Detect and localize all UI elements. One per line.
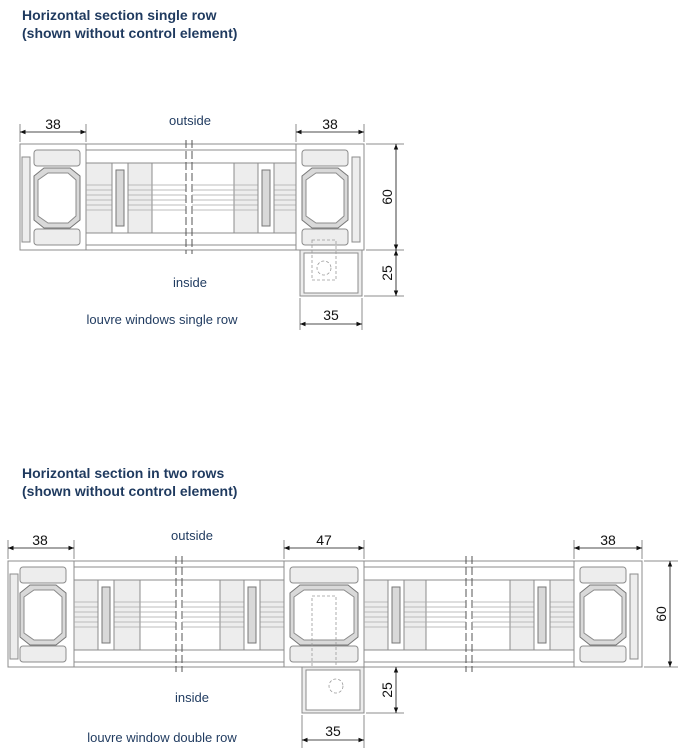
single-inside-label: inside — [173, 275, 207, 290]
dim-double-left-38 — [8, 532, 74, 559]
dim-single-control-width-value: 35 — [323, 307, 339, 323]
double-outside-label: outside — [171, 528, 213, 543]
dim-double-height-value: 60 — [653, 606, 669, 622]
double-break-lines-right — [466, 556, 472, 672]
dim-single-height-value: 60 — [379, 189, 395, 205]
section-single-title: Horizontal section single row — [22, 7, 217, 23]
dim-single-right-38 — [296, 116, 364, 142]
dim-double-left-value: 38 — [32, 532, 48, 548]
dim-double-right-value: 38 — [600, 532, 616, 548]
dim-single-height-60 — [366, 144, 404, 250]
dim-double-control-width-value: 35 — [325, 723, 341, 739]
double-break-lines-left — [176, 556, 182, 672]
section-double-subtitle: (shown without control element) — [22, 483, 238, 499]
dim-single-control-height-value: 25 — [379, 265, 395, 281]
right-frame-profile — [296, 144, 364, 250]
louvre-blade-group-left — [86, 163, 186, 233]
control-element-box-double — [302, 667, 364, 713]
double-louvre-blades-1 — [74, 580, 176, 650]
dim-single-right-value: 38 — [322, 116, 338, 132]
double-louvre-blades-3 — [364, 580, 466, 650]
dim-double-mid-value: 47 — [316, 532, 332, 548]
double-caption: louvre window double row — [87, 730, 237, 745]
dim-single-control-25 — [364, 250, 404, 296]
dim-double-control-height-value: 25 — [379, 682, 395, 698]
dim-double-right-38 — [574, 532, 642, 559]
left-frame-profile — [20, 144, 86, 250]
section-single-subtitle: (shown without control element) — [22, 25, 238, 41]
dim-single-left-38 — [20, 116, 86, 142]
double-louvre-blades-2 — [182, 580, 284, 650]
dim-double-control-35 — [302, 715, 364, 748]
single-outside-label: outside — [169, 113, 211, 128]
dim-double-mid-47 — [284, 532, 364, 559]
single-row-drawing — [20, 113, 404, 330]
dim-double-control-25 — [366, 667, 404, 713]
dim-single-control-35 — [300, 298, 362, 330]
dim-double-height-60 — [644, 561, 678, 667]
single-caption: louvre windows single row — [86, 312, 238, 327]
double-left-frame-profile — [8, 561, 74, 667]
louvre-blade-group-right — [192, 163, 296, 233]
double-row-drawing — [8, 528, 678, 748]
double-louvre-blades-4 — [472, 580, 574, 650]
dim-single-left-value: 38 — [45, 116, 61, 132]
break-lines-single — [186, 140, 192, 254]
double-inside-label: inside — [175, 690, 209, 705]
section-double-title: Horizontal section in two rows — [22, 465, 225, 481]
double-right-frame-profile — [574, 561, 642, 667]
